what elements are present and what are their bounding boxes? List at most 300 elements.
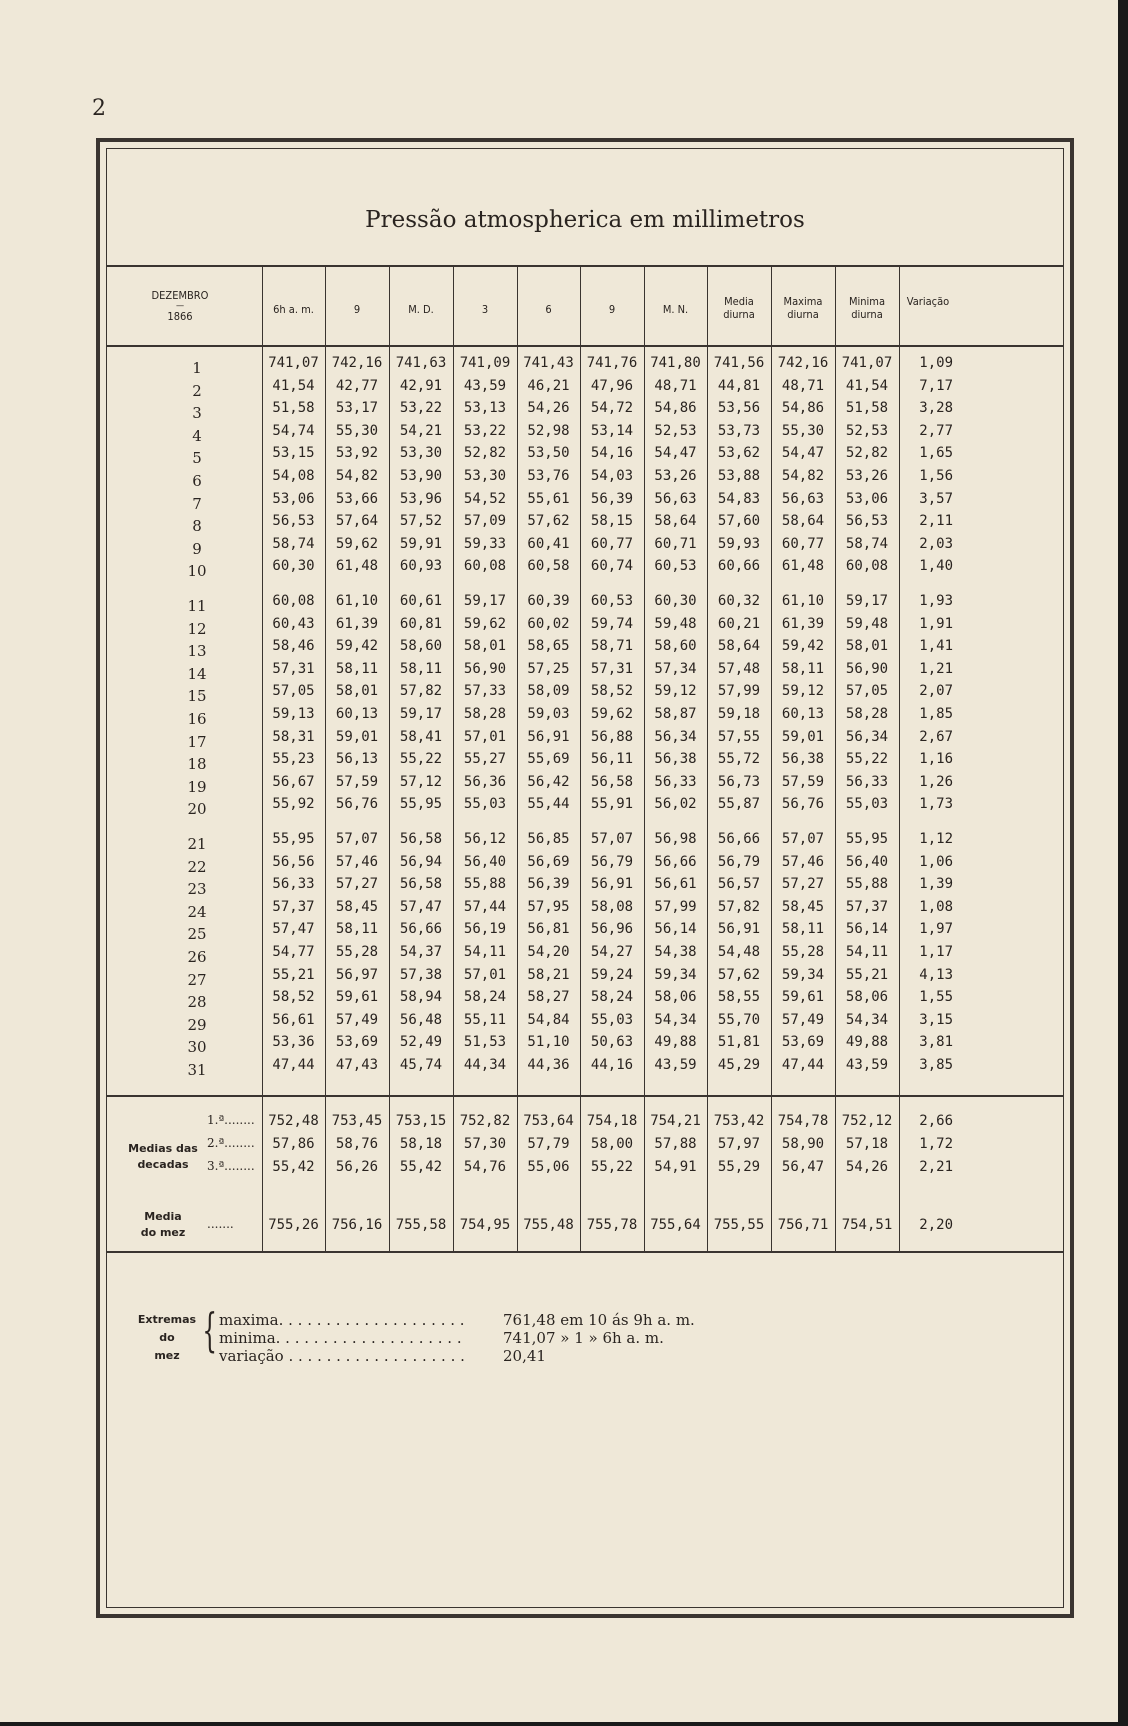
column-header: 3	[481, 303, 489, 316]
table-cell: 56,66	[654, 853, 697, 870]
table-row	[107, 1217, 1063, 1242]
table-cell: 55,29	[717, 1159, 761, 1175]
table-cell: 56,13	[335, 751, 379, 768]
row-label: 3.ª........	[207, 1159, 255, 1173]
table-cell: 45,29	[717, 1057, 761, 1073]
table-cell: 56,79	[590, 853, 634, 870]
table-row	[107, 378, 1063, 403]
table-cell: 57,62	[527, 513, 570, 530]
year-label: 1866	[167, 310, 193, 323]
table-cell: 53,56	[717, 400, 761, 417]
day-label: 6	[192, 472, 202, 490]
table-cell: 59,61	[335, 989, 379, 1006]
table-cell: 1,12	[919, 831, 953, 847]
table-cell: 53,66	[335, 490, 379, 507]
table-row	[107, 683, 1063, 708]
extremas-label	[137, 1311, 197, 1365]
table-cell: 51,81	[717, 1034, 761, 1051]
table-cell: 54,74	[272, 422, 315, 439]
table-cell: 56,63	[781, 490, 825, 507]
table-cell: 2,20	[919, 1217, 953, 1233]
table-cell: 55,88	[845, 876, 889, 893]
table-cell: 1,72	[919, 1136, 953, 1152]
table-row	[107, 491, 1063, 516]
table-cell: 55,70	[717, 1011, 761, 1028]
table-cell: 56,34	[654, 728, 697, 745]
decadas-top-rule	[107, 1095, 1063, 1097]
day-label: 24	[187, 902, 207, 921]
table-cell: 54,38	[654, 944, 697, 960]
table-cell: 3,15	[919, 1011, 953, 1028]
table-cell: 55,28	[781, 944, 825, 960]
table-cell: 44,81	[717, 377, 761, 394]
day-label: 15	[187, 687, 207, 706]
table-cell: 58,87	[654, 706, 697, 722]
table-cell: 57,07	[781, 831, 825, 847]
table-cell: 58,52	[272, 989, 315, 1006]
table-cell: 753,42	[713, 1113, 765, 1129]
extremas-variacao-value: 20,41	[503, 1347, 546, 1365]
table-cell: 58,31	[272, 728, 315, 745]
table-cell: 60,58	[527, 558, 570, 575]
table-cell: 58,09	[527, 683, 570, 700]
table-cell: 56,40	[845, 853, 889, 870]
table-cell: 4,13	[919, 966, 953, 983]
table-cell: 58,18	[399, 1136, 443, 1152]
table-cell: 1,26	[919, 773, 953, 790]
table-cell: 51,58	[845, 400, 889, 417]
extremas-minima-label: minima. . . . . . . . . . . . . . . . . . . .	[219, 1329, 462, 1347]
table-cell: 57,60	[717, 513, 761, 530]
table-cell: 59,62	[590, 706, 634, 722]
table-cell: 53,13	[463, 400, 507, 417]
table-cell: 56,56	[272, 853, 315, 870]
table-row	[107, 616, 1063, 641]
table-cell: 57,37	[845, 898, 889, 915]
table-cell: 58,60	[654, 638, 697, 655]
table-cell: 48,71	[654, 377, 697, 394]
month-dash: —	[175, 301, 185, 311]
table-cell: 57,99	[717, 683, 761, 700]
table-cell: 58,55	[717, 989, 761, 1006]
table-cell: 61,39	[781, 615, 825, 632]
table-cell: 60,08	[463, 558, 507, 575]
day-label: 17	[187, 732, 207, 751]
extremas-brace: {	[202, 1303, 217, 1357]
table-cell: 53,90	[399, 468, 443, 484]
table-cell: 60,13	[781, 706, 825, 722]
day-label: 3	[192, 404, 202, 423]
table-row	[107, 876, 1063, 901]
table-cell: 57,79	[527, 1136, 570, 1152]
table-cell: 1,41	[919, 638, 953, 655]
table-cell: 59,17	[845, 593, 889, 609]
table-cell: 754,18	[586, 1113, 638, 1129]
table-cell: 58,46	[272, 638, 315, 655]
table-cell: 56,81	[527, 921, 570, 938]
table-cell: 59,62	[335, 535, 379, 552]
table-cell: 1,55	[919, 989, 953, 1006]
month-label: DEZEMBRO	[151, 289, 209, 302]
table-cell: 54,08	[272, 468, 315, 484]
table-row	[107, 536, 1063, 561]
table-cell: 60,13	[335, 706, 379, 722]
table-cell: 57,30	[463, 1136, 507, 1152]
table-cell: 60,08	[272, 593, 315, 609]
table-cell: 53,17	[335, 400, 379, 417]
table-cell: 58,64	[654, 513, 697, 530]
table-cell: 59,01	[335, 728, 379, 745]
table-cell: 55,22	[590, 1159, 634, 1175]
table-cell: 60,30	[272, 558, 315, 575]
table-cell: 57,99	[654, 898, 697, 915]
table-row	[107, 423, 1063, 448]
day-label: 13	[187, 642, 207, 661]
table-cell: 55,21	[845, 966, 889, 983]
table-cell: 55,42	[399, 1159, 443, 1175]
table-cell: 56,40	[463, 853, 507, 870]
table-cell: 756,16	[331, 1217, 383, 1233]
table-cell: 57,59	[781, 773, 825, 790]
table-cell: 56,14	[654, 921, 697, 938]
table-cell: 2,21	[919, 1159, 953, 1175]
table-cell: 55,61	[527, 490, 570, 507]
table-cell: 55,23	[272, 751, 315, 768]
table-cell: 56,48	[399, 1011, 443, 1028]
table-cell: 57,48	[717, 660, 761, 677]
table-cell: 54,21	[399, 422, 443, 439]
day-label: 22	[187, 857, 207, 876]
table-cell: 57,59	[335, 773, 379, 790]
table-cell: 58,01	[335, 683, 379, 700]
table-cell: 56,69	[527, 853, 570, 870]
table-cell: 56,33	[272, 876, 315, 893]
table-cell: 58,15	[590, 513, 634, 530]
table-cell: 53,15	[272, 445, 315, 462]
decadas-label-line2: decadas	[137, 1158, 189, 1171]
table-cell: 51,10	[527, 1034, 570, 1051]
table-cell: 47,44	[272, 1057, 315, 1073]
table-cell: 58,00	[590, 1136, 634, 1152]
table-cell: 60,71	[654, 535, 697, 552]
table-cell: 60,21	[717, 615, 761, 632]
day-label: 14	[187, 664, 207, 683]
table-cell: 56,91	[590, 876, 634, 893]
month-header	[125, 289, 235, 323]
table-cell: 755,26	[268, 1217, 319, 1233]
table-cell: 58,65	[527, 638, 570, 655]
table-cell: 52,49	[399, 1034, 443, 1051]
table-cell: 41,54	[272, 377, 315, 394]
table-row	[107, 1159, 1063, 1184]
table-cell: 752,48	[268, 1113, 319, 1129]
table-cell: 1,56	[919, 468, 953, 484]
table-cell: 56,34	[845, 728, 889, 745]
table-cell: 56,58	[399, 831, 443, 847]
table-cell: 741,07	[841, 355, 893, 371]
day-label: 4	[192, 426, 202, 445]
table-cell: 53,62	[717, 445, 761, 462]
table-cell: 59,61	[781, 989, 825, 1006]
table-cell: 53,26	[845, 468, 889, 484]
table-cell: 60,39	[527, 593, 570, 609]
table-row	[107, 967, 1063, 992]
table-cell: 56,36	[463, 773, 507, 790]
table-cell: 58,08	[590, 898, 634, 915]
table-cell: 60,30	[654, 593, 697, 609]
table-cell: 60,61	[399, 593, 443, 609]
table-cell: 59,18	[717, 706, 761, 722]
table-cell: 53,88	[717, 468, 761, 484]
table-cell: 56,26	[335, 1159, 379, 1175]
table-cell: 54,91	[654, 1159, 697, 1175]
table-cell: 60,77	[781, 535, 825, 552]
table-cell: 58,24	[590, 989, 634, 1006]
table-cell: 59,17	[399, 706, 443, 722]
table-cell: 56,85	[527, 831, 570, 847]
table-cell: 55,21	[272, 966, 315, 983]
table-cell: 58,41	[399, 728, 443, 745]
table-row	[107, 558, 1063, 583]
table-cell: 50,63	[590, 1034, 634, 1051]
table-cell: 56,53	[272, 513, 315, 530]
table-cell: 56,42	[527, 773, 570, 790]
day-label: 10	[187, 562, 207, 581]
table-cell: 755,58	[395, 1217, 447, 1233]
table-cell: 56,91	[717, 921, 761, 938]
header-top-rule	[107, 265, 1063, 267]
table-cell: 56,88	[590, 728, 634, 745]
table-cell: 55,95	[272, 831, 315, 847]
table-cell: 47,96	[590, 377, 634, 394]
table-cell: 741,09	[459, 355, 511, 371]
table-title: Pressão atmospherica em millimetros	[365, 207, 805, 233]
table-row	[107, 944, 1063, 969]
table-cell: 56,90	[463, 660, 507, 677]
table-cell: 59,48	[654, 615, 697, 632]
column-header: M. D.	[408, 303, 434, 316]
table-cell: 56,63	[654, 490, 697, 507]
day-label: 11	[187, 597, 207, 615]
table-cell: 52,82	[463, 445, 507, 462]
table-cell: 58,60	[399, 638, 443, 655]
table-cell: 60,43	[272, 615, 315, 632]
table-cell: 57,27	[781, 876, 825, 893]
table-cell: 1,97	[919, 921, 953, 938]
column-header: 6h a. m.	[273, 303, 314, 316]
table-cell: 58,28	[463, 706, 507, 722]
table-cell: 58,06	[654, 989, 697, 1006]
table-cell: 57,47	[399, 898, 443, 915]
table-cell: 59,42	[335, 638, 379, 655]
table-cell: 54,52	[463, 490, 507, 507]
day-label: 25	[187, 925, 207, 944]
table-cell: 1,09	[919, 355, 953, 371]
table-cell: 55,95	[845, 831, 889, 847]
table-cell: 59,33	[463, 535, 507, 552]
table-cell: 57,05	[845, 683, 889, 700]
table-cell: 55,92	[272, 796, 315, 813]
day-label: 21	[187, 835, 207, 853]
table-cell: 58,11	[399, 660, 443, 677]
table-cell: 753,15	[395, 1113, 447, 1129]
table-cell: 55,91	[590, 796, 634, 813]
table-row	[107, 706, 1063, 731]
table-cell: 58,52	[590, 683, 634, 700]
table-cell: 55,06	[527, 1159, 570, 1175]
table-cell: 46,21	[527, 377, 570, 394]
table-cell: 53,26	[654, 468, 697, 484]
table-cell: 54,83	[717, 490, 761, 507]
table-cell: 58,27	[527, 989, 570, 1006]
table-cell: 54,48	[717, 944, 761, 960]
table-cell: 48,71	[781, 377, 825, 394]
table-row	[107, 513, 1063, 538]
table-cell: 60,77	[590, 535, 634, 552]
table-cell: 54,37	[399, 944, 443, 960]
table-cell: 58,74	[272, 535, 315, 552]
table-cell: 57,34	[654, 660, 697, 677]
table-cell: 56,96	[590, 921, 634, 938]
table-row	[107, 1113, 1063, 1138]
extremas-label-line3: mez	[154, 1349, 180, 1362]
table-cell: 43,59	[463, 377, 507, 394]
table-cell: 754,51	[841, 1217, 893, 1233]
table-cell: 754,95	[459, 1217, 511, 1233]
row-label: 1.ª........	[207, 1113, 255, 1127]
day-label: 2	[192, 381, 202, 400]
table-cell: 55,27	[463, 751, 507, 768]
table-cell: 2,67	[919, 728, 953, 745]
table-cell: 49,88	[654, 1034, 697, 1051]
table-cell: 56,53	[845, 513, 889, 530]
table-cell: 53,30	[399, 445, 443, 462]
table-cell: 57,46	[781, 853, 825, 870]
table-cell: 44,36	[527, 1057, 570, 1073]
table-cell: 54,77	[272, 944, 315, 960]
table-cell: 58,64	[781, 513, 825, 530]
table-cell: 47,44	[781, 1057, 825, 1073]
table-cell: 754,78	[777, 1113, 829, 1129]
table-cell: 56,19	[463, 921, 507, 938]
table-cell: 43,59	[845, 1057, 889, 1073]
table-cell: 2,11	[919, 513, 953, 530]
table-cell: 53,22	[399, 400, 443, 417]
table-frame-inner	[106, 148, 1064, 1608]
table-cell: 57,05	[272, 683, 315, 700]
media-mez-label-line1: Media	[144, 1210, 182, 1223]
table-cell: 753,64	[523, 1113, 574, 1129]
table-cell: 55,11	[463, 1011, 507, 1028]
table-cell: 41,54	[845, 377, 889, 394]
table-cell: 3,81	[919, 1034, 953, 1051]
day-label: 18	[187, 755, 207, 774]
table-cell: 59,17	[463, 593, 507, 609]
table-cell: 1,16	[919, 751, 953, 768]
table-cell: 42,91	[399, 377, 443, 394]
table-cell: 54,84	[527, 1011, 570, 1028]
table-cell: 58,64	[717, 638, 761, 655]
day-label: 9	[192, 539, 202, 558]
table-row	[107, 1057, 1063, 1082]
table-cell: 1,73	[919, 796, 953, 813]
table-cell: 59,03	[527, 706, 570, 722]
table-cell: 57,82	[717, 898, 761, 915]
table-cell: 1,85	[919, 706, 953, 722]
table-cell: 59,91	[399, 535, 443, 552]
day-label: 30	[187, 1038, 207, 1057]
table-cell: 58,45	[335, 898, 379, 915]
table-cell: 2,07	[919, 683, 953, 700]
table-row	[107, 468, 1063, 493]
decadas-label-line1: Medias das	[128, 1142, 198, 1155]
table-cell: 1,91	[919, 615, 953, 632]
table-cell: 56,94	[399, 853, 443, 870]
table-cell: 58,11	[335, 921, 379, 938]
table-cell: 42,77	[335, 377, 379, 394]
table-cell: 54,03	[590, 468, 634, 484]
extremas-maxima-label: maxima. . . . . . . . . . . . . . . . . . . .	[219, 1311, 465, 1329]
column-header: Variação	[906, 295, 950, 308]
table-cell: 51,58	[272, 400, 315, 417]
table-cell: 51,53	[463, 1034, 507, 1051]
table-cell: 57,49	[335, 1011, 379, 1028]
table-cell: 59,93	[717, 535, 761, 552]
table-cell: 56,67	[272, 773, 315, 790]
column-header: 6	[545, 303, 552, 316]
table-cell: 56,76	[335, 796, 379, 813]
day-label: 26	[187, 948, 207, 966]
table-cell: 56,02	[654, 796, 697, 813]
table-cell: 53,69	[781, 1034, 825, 1051]
table-cell: 58,11	[335, 660, 379, 677]
table-cell: 56,57	[717, 876, 761, 893]
table-row	[107, 355, 1063, 380]
table-cell: 56,66	[717, 831, 761, 847]
column-header: Maxima diurna	[783, 295, 823, 321]
table-cell: 57,25	[527, 660, 570, 677]
table-cell: 53,14	[590, 422, 634, 439]
table-cell: 1,65	[919, 445, 953, 462]
table-cell: 742,16	[331, 355, 383, 371]
row-label: .......	[207, 1217, 234, 1231]
table-cell: 57,31	[590, 660, 634, 677]
table-row	[107, 854, 1063, 879]
table-cell: 56,38	[781, 751, 825, 768]
table-row	[107, 921, 1063, 946]
table-cell: 57,31	[272, 660, 315, 677]
table-cell: 54,82	[335, 468, 379, 484]
table-cell: 741,07	[268, 355, 319, 371]
table-cell: 58,01	[845, 638, 889, 655]
table-cell: 54,82	[781, 468, 825, 484]
table-cell: 59,01	[781, 728, 825, 745]
table-cell: 56,61	[272, 1011, 315, 1028]
table-cell: 56,90	[845, 660, 889, 677]
table-cell: 57,38	[399, 966, 443, 983]
row-label: 2.ª........	[207, 1136, 255, 1150]
column-header: 9	[353, 303, 361, 316]
day-label: 28	[187, 993, 207, 1012]
table-cell: 59,62	[463, 615, 507, 632]
table-cell: 58,06	[845, 989, 889, 1006]
table-cell: 59,42	[781, 638, 825, 655]
table-cell: 59,12	[654, 683, 697, 700]
table-cell: 59,12	[781, 683, 825, 700]
table-cell: 53,06	[845, 490, 889, 507]
table-cell: 742,16	[777, 355, 829, 371]
table-cell: 55,44	[527, 796, 570, 813]
